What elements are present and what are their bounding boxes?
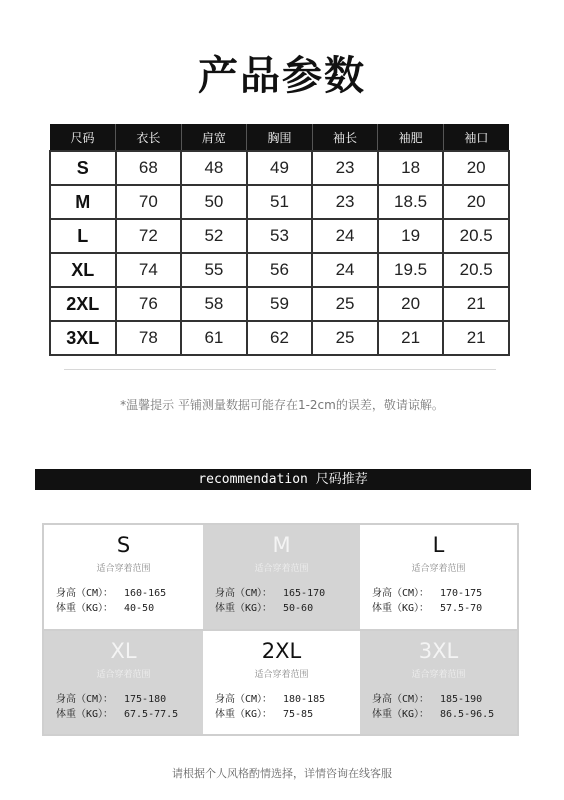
table-cell: 21 xyxy=(378,321,444,355)
height-value: 170-175 xyxy=(440,588,483,599)
table-row xyxy=(50,219,509,253)
weight-label: 体重（KG）： xyxy=(372,709,430,720)
table-cell: 78 xyxy=(116,321,182,355)
table-row xyxy=(50,253,509,287)
card-range-label: 适合穿着范围 xyxy=(254,670,309,680)
height-value: 180-185 xyxy=(283,694,326,705)
card-weight-row xyxy=(360,601,517,616)
card-size: M xyxy=(272,533,291,557)
table-row xyxy=(50,287,509,321)
recommendation-banner: recommendation 尺码推荐 xyxy=(35,469,531,490)
table-cell: 49 xyxy=(247,151,313,185)
weight-value: 75-85 xyxy=(283,709,314,720)
height-value: 175-180 xyxy=(124,694,167,705)
card-height-row xyxy=(44,586,203,601)
height-label: 身高（CM）： xyxy=(215,588,273,599)
weight-value: 40-50 xyxy=(124,603,155,614)
card-size: L xyxy=(432,533,445,557)
card-size: 3XL xyxy=(418,639,459,663)
card-height-row xyxy=(360,586,517,601)
table-cell: 23 xyxy=(312,151,378,185)
card-weight-row xyxy=(203,601,360,616)
height-label: 身高（CM）： xyxy=(215,694,273,705)
height-value: 165-170 xyxy=(283,588,326,599)
table-cell: 24 xyxy=(312,219,378,253)
header-size: 尺码 xyxy=(50,124,116,151)
header-sleeve-length: 袖长 xyxy=(312,124,378,151)
table-cell-size: L xyxy=(50,219,116,253)
size-card-s xyxy=(44,525,203,629)
table-cell: 21 xyxy=(443,287,509,321)
table-cell: 20 xyxy=(443,151,509,185)
height-label: 身高（CM）： xyxy=(56,588,114,599)
table-cell: 21 xyxy=(443,321,509,355)
weight-value: 50-60 xyxy=(283,603,314,614)
card-weight-row xyxy=(360,707,517,722)
weight-label: 体重（KG）： xyxy=(372,603,430,614)
table-cell: 74 xyxy=(116,253,182,287)
table-cell-size: 3XL xyxy=(50,321,116,355)
table-cell: 25 xyxy=(312,287,378,321)
table-cell-size: S xyxy=(50,151,116,185)
footer-note: 请根据个人风格酌情选择，详情咨询在线客服 xyxy=(172,767,392,780)
table-cell: 58 xyxy=(181,287,247,321)
table-cell: 20 xyxy=(378,287,444,321)
table-cell: 70 xyxy=(116,185,182,219)
size-card-l xyxy=(360,525,517,629)
size-card-3xl xyxy=(360,631,517,734)
table-cell: 50 xyxy=(181,185,247,219)
table-cell-size: XL xyxy=(50,253,116,287)
card-weight-row xyxy=(203,707,360,722)
header-chest: 胸围 xyxy=(247,124,313,151)
size-card-xl xyxy=(44,631,203,734)
header-cuff: 袖口 xyxy=(443,124,509,151)
divider xyxy=(64,369,496,370)
size-card-m xyxy=(203,525,360,629)
table-cell: 23 xyxy=(312,185,378,219)
card-weight-row xyxy=(44,601,203,616)
height-value: 185-190 xyxy=(440,694,483,705)
table-cell: 20.5 xyxy=(443,253,509,287)
weight-value: 67.5-77.5 xyxy=(124,709,179,720)
card-range-label: 适合穿着范围 xyxy=(411,670,466,680)
weight-label: 体重（KG）： xyxy=(56,709,114,720)
card-size: 2XL xyxy=(261,639,302,663)
card-height-row xyxy=(203,586,360,601)
table-cell: 68 xyxy=(116,151,182,185)
recommendation-grid xyxy=(42,523,519,736)
table-cell: 20.5 xyxy=(443,219,509,253)
header-shoulder: 肩宽 xyxy=(181,124,247,151)
weight-label: 体重（KG）： xyxy=(56,603,114,614)
header-sleeve-width: 袖肥 xyxy=(378,124,444,151)
table-row xyxy=(50,185,509,219)
table-cell: 55 xyxy=(181,253,247,287)
table-cell: 61 xyxy=(181,321,247,355)
table-cell: 20 xyxy=(443,185,509,219)
measurement-notice: *温馨提示 平铺测量数据可能存在1-2cm的误差，敬请谅解。 xyxy=(120,398,444,412)
table-cell: 25 xyxy=(312,321,378,355)
table-cell: 59 xyxy=(247,287,313,321)
size-card-2xl xyxy=(203,631,360,734)
card-range-label: 适合穿着范围 xyxy=(411,564,466,574)
height-label: 身高（CM）： xyxy=(56,694,114,705)
header-length: 衣长 xyxy=(116,124,182,151)
card-range-label: 适合穿着范围 xyxy=(254,564,309,574)
weight-value: 57.5-70 xyxy=(440,603,483,614)
card-range-label: 适合穿着范围 xyxy=(96,670,151,680)
table-row xyxy=(50,321,509,355)
table-cell: 51 xyxy=(247,185,313,219)
table-cell: 53 xyxy=(247,219,313,253)
table-cell: 18 xyxy=(378,151,444,185)
card-weight-row xyxy=(44,707,203,722)
table-cell: 62 xyxy=(247,321,313,355)
page-title: 产品参数 xyxy=(198,53,366,99)
height-label: 身高（CM）： xyxy=(372,694,430,705)
weight-value: 86.5-96.5 xyxy=(440,709,495,720)
table-cell: 18.5 xyxy=(378,185,444,219)
table-cell: 24 xyxy=(312,253,378,287)
table-row xyxy=(50,151,509,185)
table-cell-size: 2XL xyxy=(50,287,116,321)
table-cell-size: M xyxy=(50,185,116,219)
table-cell: 72 xyxy=(116,219,182,253)
card-size: XL xyxy=(110,639,137,663)
height-label: 身高（CM）： xyxy=(372,588,430,599)
table-cell: 19.5 xyxy=(378,253,444,287)
table-cell: 56 xyxy=(247,253,313,287)
weight-label: 体重（KG）： xyxy=(215,603,273,614)
table-cell: 76 xyxy=(116,287,182,321)
card-range-label: 适合穿着范围 xyxy=(96,564,151,574)
table-cell: 48 xyxy=(181,151,247,185)
weight-label: 体重（KG）： xyxy=(215,709,273,720)
card-height-row xyxy=(360,692,517,707)
card-size: S xyxy=(116,533,131,557)
table-cell: 52 xyxy=(181,219,247,253)
size-table xyxy=(49,124,510,356)
height-value: 160-165 xyxy=(124,588,167,599)
table-cell: 19 xyxy=(378,219,444,253)
card-height-row xyxy=(203,692,360,707)
table-header-row xyxy=(50,124,509,151)
card-height-row xyxy=(44,692,203,707)
